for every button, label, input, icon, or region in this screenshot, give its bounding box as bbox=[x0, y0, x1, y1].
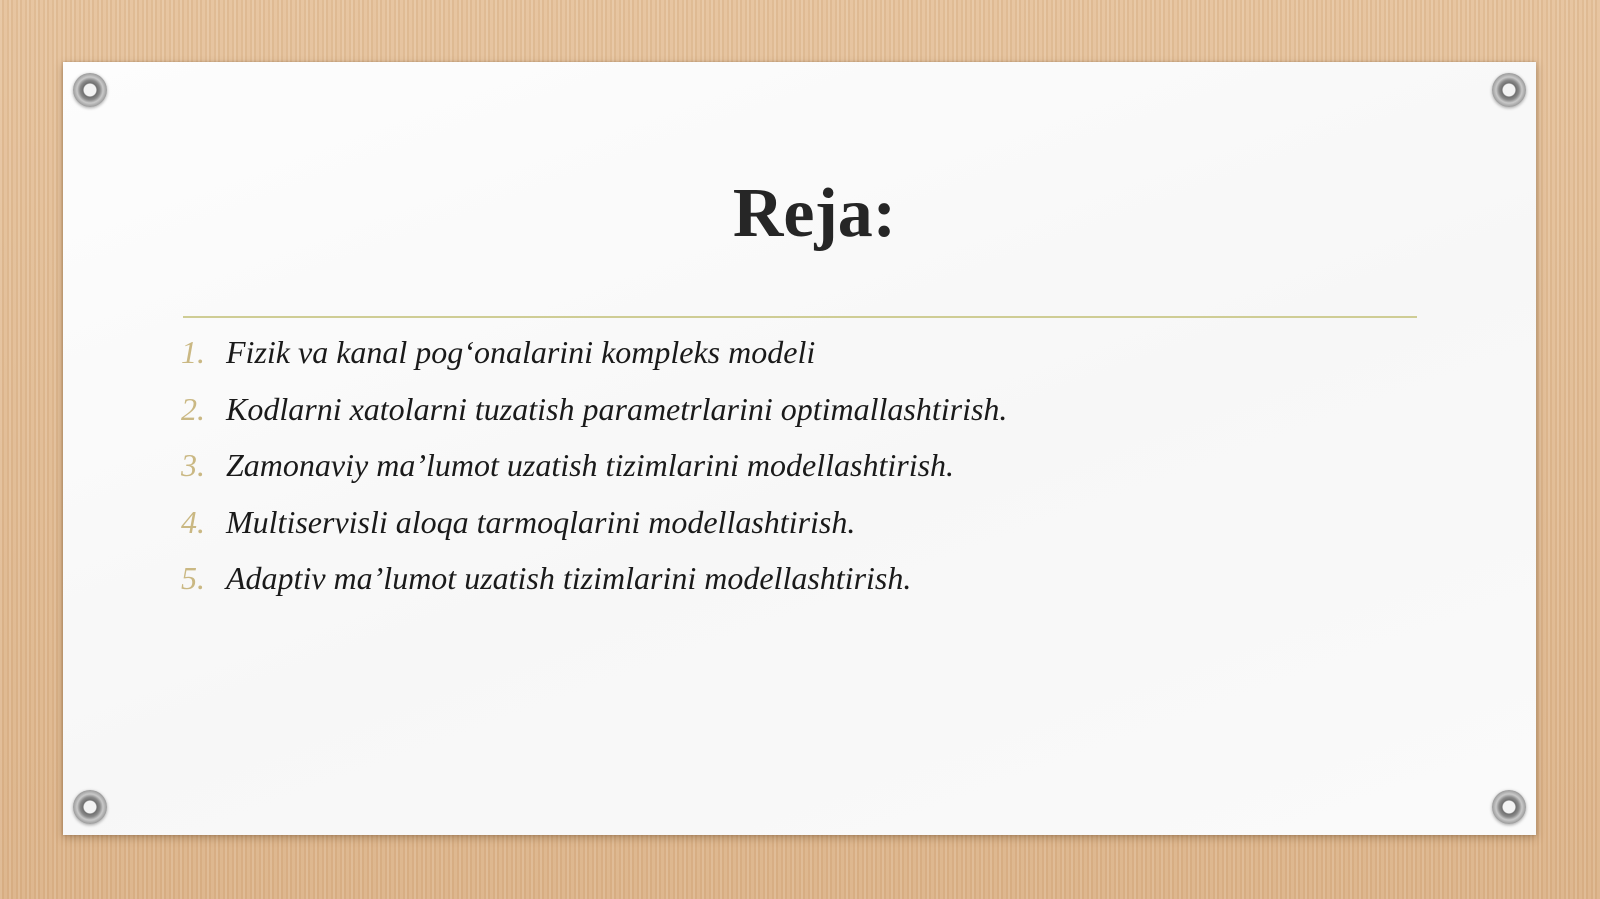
slide-title: Reja: bbox=[732, 175, 897, 252]
list-item bbox=[181, 447, 1007, 504]
list-item-text: Kodlarni xatolarni tuzatish parametrlarini optimallashtirish. bbox=[226, 390, 1008, 427]
list-item bbox=[181, 334, 1007, 391]
list-item-number: 3. bbox=[181, 447, 205, 483]
list-item-text: Fizik va kanal pog‘onalarini kompleks modeli bbox=[226, 334, 816, 370]
list-item-text: Adaptiv ma’lumot uzatish tizimlarini modellashtirish. bbox=[226, 560, 912, 596]
agenda-list bbox=[181, 334, 1007, 617]
screw-icon-top-right bbox=[1492, 73, 1526, 107]
list-item-number: 2. bbox=[181, 390, 205, 427]
slide-card bbox=[63, 62, 1536, 835]
list-item bbox=[181, 560, 1007, 617]
title-divider bbox=[183, 316, 1417, 318]
screw-icon-bottom-right bbox=[1492, 790, 1526, 824]
list-item-number: 5. bbox=[181, 560, 205, 596]
list-item bbox=[181, 391, 1007, 448]
list-item-text: Multiservisli aloqa tarmoqlarini modellashtirish. bbox=[226, 503, 856, 540]
list-item-number: 1. bbox=[181, 334, 205, 370]
list-item-text: Zamonaviy ma’lumot uzatish tizimlarini modellashtirish. bbox=[226, 447, 955, 483]
screw-icon-top-left bbox=[73, 73, 107, 107]
list-item bbox=[181, 504, 1007, 561]
list-item-number: 4. bbox=[181, 503, 205, 540]
screw-icon-bottom-left bbox=[73, 790, 107, 824]
